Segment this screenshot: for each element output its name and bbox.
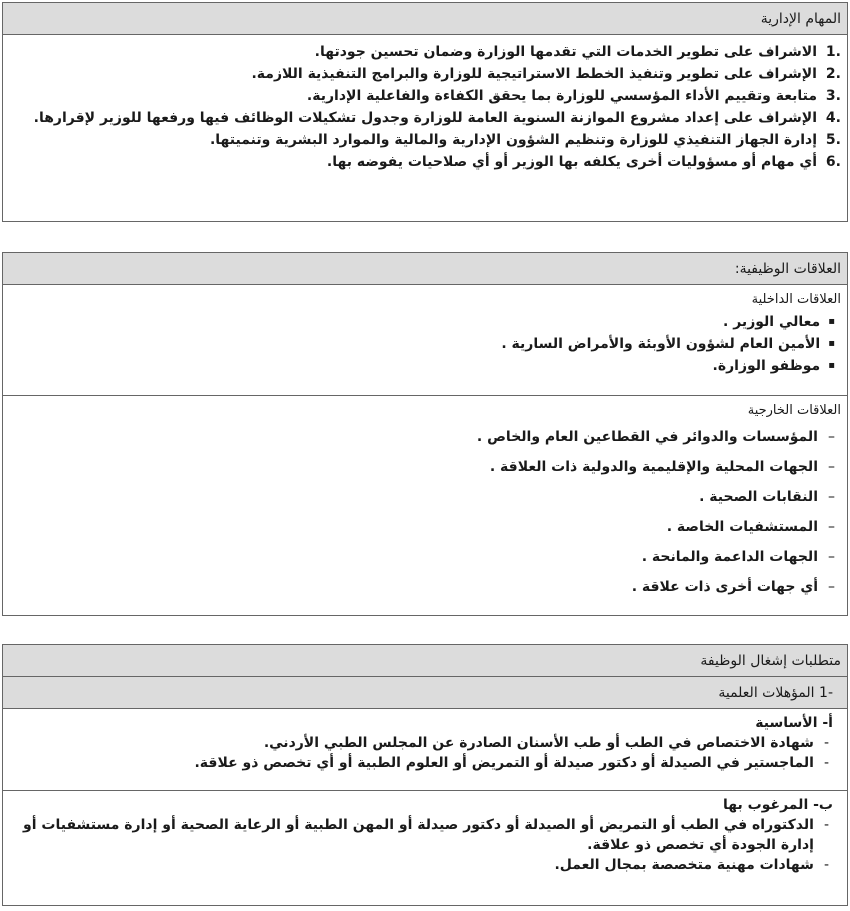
dash-marker: - (823, 857, 829, 873)
basic-qualifications-title: أ- الأساسية (755, 715, 833, 731)
preferred-qualifications-list (3, 815, 847, 879)
item-text: المؤسسات والدوائر في القطاعين العام والخاص . (476, 429, 818, 445)
basic-qualifications-list (3, 733, 847, 777)
list-item (13, 311, 835, 333)
item-text: موظفو الوزارة. (712, 358, 821, 374)
item-text: الإشراف على تطوير وتنفيذ الخطط الاستراتيجية للوزارة والبرامج التنفيذية اللازمة. (251, 66, 817, 82)
basic-qualifications (3, 709, 847, 791)
dash-marker: - (823, 735, 829, 751)
list-item (13, 855, 829, 875)
dash-marker: – (828, 519, 835, 535)
item-number: .2 (825, 66, 841, 82)
item-text: شهادات مهنية متخصصة بمجال العمل. (554, 857, 814, 873)
bullet-marker: ▪ (828, 338, 835, 349)
bullet-marker: ▪ (828, 360, 835, 371)
preferred-qualifications (3, 791, 847, 879)
relations-section (2, 252, 848, 616)
item-number: .5 (825, 132, 841, 148)
bullet-marker: ▪ (828, 316, 835, 327)
list-item (13, 542, 835, 572)
item-text: الإشراف على إعداد مشروع الموازنة السنوية العامة للوزارة وجدول تشكيلات الوظائف فيها ورفعها للوزير لإقرارها. (33, 110, 817, 126)
item-text: متابعة وتقييم الأداء المؤسسي للوزارة بما يحقق الكفاءة والفاعلية الإدارية. (306, 88, 817, 104)
admin-tasks-section (2, 2, 848, 222)
list-item (13, 333, 835, 355)
dash-marker: - (823, 755, 829, 771)
item-text: المستشفيات الخاصة . (666, 519, 818, 535)
item-text: الماجستير في الصيدلة أو دكتور صيدلة أو التمريض أو العلوم الطبية أو أي تخصص ذو علاقة. (194, 755, 814, 771)
dash-marker: – (828, 459, 835, 475)
list-item (13, 151, 841, 173)
list-item (13, 815, 829, 855)
item-text: الجهات المحلية والإقليمية والدولية ذات العلاقة . (489, 459, 818, 475)
list-item (13, 129, 841, 151)
list-item (13, 452, 835, 482)
item-text: النقابات الصحية . (699, 489, 818, 505)
item-text: الاشراف على تطوير الخدمات التي تقدمها الوزارة وضمان تحسين جودتها. (314, 44, 817, 60)
item-number: .6 (825, 154, 841, 170)
admin-tasks-list (3, 35, 847, 179)
list-item (13, 572, 835, 602)
admin-tasks-header: المهام الإدارية (3, 3, 847, 35)
item-text: أي مهام أو مسؤوليات أخرى يكلفه بها الوزير أو أي صلاحيات يفوضه بها. (326, 154, 817, 170)
external-relations-list (3, 422, 847, 608)
dash-marker: – (828, 429, 835, 445)
item-number: .3 (825, 88, 841, 104)
internal-relations-list (3, 311, 847, 383)
relations-header: العلاقات الوظيفية: (3, 253, 847, 285)
item-text: الدكتوراه في الطب أو التمريض أو الصيدلة أو دكتور صيدلة أو المهن الطبية أو الرعاية الصحية أو إدارة مستشفيات أو إدارة الجودة أي تخصص ذو علاقة. (23, 817, 814, 853)
requirements-section (2, 644, 848, 906)
dash-marker: – (828, 549, 835, 565)
item-number: .4 (825, 110, 841, 126)
list-item (13, 41, 841, 63)
item-text: الجهات الداعمة والمانحة . (641, 549, 818, 565)
item-text: أي جهات أخرى ذات علاقة . (631, 579, 818, 595)
list-item (13, 422, 835, 452)
list-item (13, 753, 829, 773)
external-relations (3, 396, 847, 608)
qualifications-header: -1 المؤهلات العلمية (3, 677, 847, 709)
internal-relations (3, 285, 847, 396)
external-relations-title: العلاقات الخارجية (747, 403, 841, 418)
preferred-qualifications-title: ب- المرغوب بها (723, 797, 833, 813)
list-item (13, 107, 841, 129)
internal-relations-title: العلاقات الداخلية (751, 292, 841, 307)
item-number: .1 (825, 44, 841, 60)
list-item (13, 482, 835, 512)
item-text: إدارة الجهاز التنفيذي للوزارة وتنظيم الشؤون الإدارية والمالية والموارد البشرية وتنميتها. (209, 132, 817, 148)
dash-marker: – (828, 489, 835, 505)
list-item (13, 85, 841, 107)
item-text: الأمين العام لشؤون الأوبئة والأمراض السارية . (501, 336, 821, 352)
dash-marker: - (823, 817, 829, 833)
dash-marker: – (828, 579, 835, 595)
list-item (13, 355, 835, 377)
item-text: شهادة الاختصاص في الطب أو طب الأسنان الصادرة عن المجلس الطبي الأردني. (263, 735, 814, 751)
list-item (13, 63, 841, 85)
list-item (13, 512, 835, 542)
requirements-header: متطلبات إشغال الوظيفة (3, 645, 847, 677)
item-text: معالي الوزير . (723, 314, 821, 330)
list-item (13, 733, 829, 753)
